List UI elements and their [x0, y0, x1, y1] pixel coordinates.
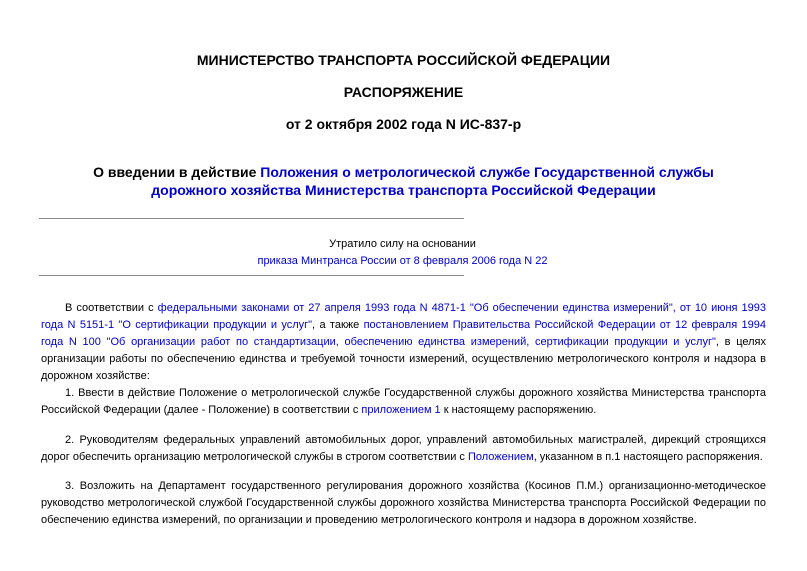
paragraph-item-1 [41, 385, 766, 419]
paragraph-item-1-text-1: 1. Ввести в действие Положение о метрологической службе Государственной службы дорожного хозяйства Министерства транспорта Российской Федерации (далее - Положение) в соответствии с [41, 387, 766, 416]
expired-notice-order-link[interactable]: приказа Минтранса России от 8 февраля 2006 года N 22 [257, 255, 548, 267]
document-date-number: от 2 октября 2002 года N ИС-837-р [285, 116, 522, 132]
paragraph-preamble-text-1: В соответствии с [65, 302, 158, 314]
paragraph-item-3-text: 3. Возложить на Департамент государственного регулирования дорожного хозяйства (Косинов П.М.) организационно-методическое руководство метрологической службой Государственной службы дорожного хозяйства Министерства транспорта Российской Федерации по обеспечению единства измерений, по организации и проведению метрологического контроля и надзора в дорожном хозяйстве. [41, 480, 766, 526]
subject-regulation-link[interactable]: Положения о метрологической службе Государственной службы дорожного хозяйства Министерства транспорта Российской Федерации [151, 164, 714, 198]
government-resolution-link[interactable]: постановлением Правительства Российской Федерации от 12 февраля 1994 года N 100 "Об организации работ по стандартизации, обеспечению единства измерений, сертификации продукции и услуг" [41, 319, 766, 348]
paragraph-item-2-text-2: , указанном в п.1 настоящего распоряжения. [533, 451, 763, 463]
paragraph-item-3 [41, 478, 766, 529]
expired-notice-text: Утратило силу на основании [329, 238, 476, 250]
document-type: РАСПОРЯЖЕНИЕ [343, 84, 464, 100]
paragraph-preamble [41, 300, 766, 385]
regulation-link[interactable]: Положением [467, 451, 534, 463]
paragraph-preamble-text-2: , а также [312, 319, 364, 331]
paragraph-item-1-text-2: к настоящему распоряжению. [440, 404, 597, 416]
document-subject [60, 163, 747, 199]
paragraph-item-2-text-1: 2. Руководителям федеральных управлений автомобильных дорог, управлений автомобильных магистралей, дирекций строящихся дорог обеспечить организацию метрологической службы в строгом соответствии с [41, 434, 766, 463]
federal-laws-link[interactable]: федеральными законами от 27 апреля 1993 года N 4871-1 "Об обеспечении единства измерений", от 10 июня 1993 года N 5151-1 "О сертификации продукции и услуг" [41, 302, 767, 331]
bottom-divider [39, 275, 464, 276]
paragraph-item-2 [41, 432, 766, 466]
paragraph-preamble-text-3: , в целях организации работы по обеспечению единства и требуемой точности измерений, осуществлению метрологического контроля и надзора в дорожном хозяйстве: [41, 336, 766, 382]
subject-prefix: О введении в действие [93, 164, 261, 180]
appendix-1-link[interactable]: приложением 1 [361, 404, 441, 416]
top-divider [39, 218, 464, 219]
ministry-title: МИНИСТЕРСТВО ТРАНСПОРТА РОССИЙСКОЙ ФЕДЕРАЦИИ [196, 52, 611, 68]
